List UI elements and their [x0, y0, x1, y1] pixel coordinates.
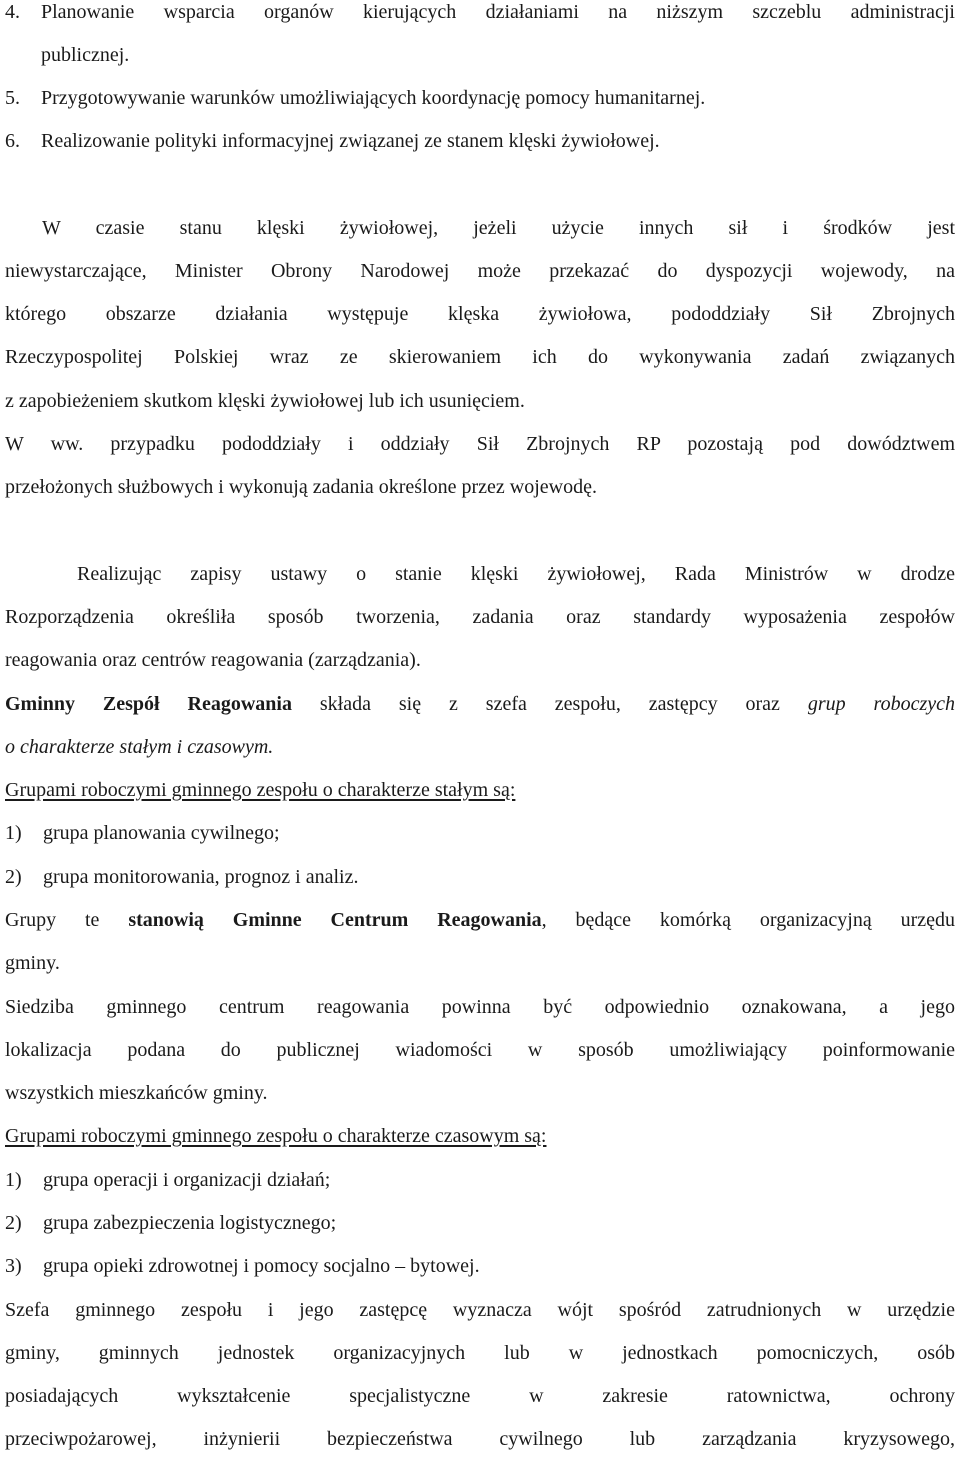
paragraph-line: Szefa gminnego zespołu i jego zastępcę wyznacza wójt spośród zatrudnionych w urzędzie	[5, 1299, 955, 1321]
paragraph-line: o charakterze stałym i czasowym.	[5, 736, 274, 758]
list-text: grupa planowania cywilnego;	[43, 822, 280, 844]
list-number: 2)	[5, 1212, 22, 1234]
paragraph-line: niewystarczające, Minister Obrony Narodowej może przekazać do dyspozycji wojewody, na	[5, 260, 955, 282]
paragraph-line: posiadających wykształcenie specjalistyczne w zakresie ratownictwa, ochrony	[5, 1385, 955, 1407]
section-heading	[5, 1124, 955, 1148]
bold-term: Gminny Zespół Reagowania	[5, 693, 292, 715]
list-item-5	[5, 86, 955, 110]
paragraph-line: W ww. przypadku pododdziały i oddziały Sił Zbrojnych RP pozostają pod dowództwem	[5, 433, 955, 455]
list-item	[5, 1211, 955, 1235]
bold-term: stanowią Gminne Centrum Reagowania	[128, 909, 542, 931]
list-item	[5, 821, 955, 845]
list-text: grupa operacji i organizacji działań;	[43, 1169, 331, 1191]
paragraph-line	[5, 692, 955, 716]
list-item	[5, 1168, 955, 1192]
underlined-heading: Grupami roboczymi gminnego zespołu o charakterze stałym są:	[5, 779, 516, 801]
list-number: 4.	[5, 1, 20, 23]
list-text: grupa opieki zdrowotnej i pomocy socjalno – bytowej.	[43, 1255, 480, 1277]
paragraph-line: gminy, gminnych jednostek organizacyjnych lub w jednostkach pomocniczych, osób	[5, 1342, 955, 1364]
list-item-4	[5, 0, 955, 24]
list-number: 5.	[5, 87, 20, 109]
section-heading	[5, 778, 955, 802]
paragraph-line: przełożonych służbowych i wykonują zadania określone przez wojewodę.	[5, 476, 598, 498]
underlined-heading: Grupami roboczymi gminnego zespołu o charakterze czasowym są:	[5, 1125, 547, 1147]
paragraph-line: Siedziba gminnego centrum reagowania powinna być odpowiednio oznakowana, a jego	[5, 996, 955, 1018]
paragraph-line: lokalizacja podana do publicznej wiadomości w sposób umożliwiający poinformowanie	[5, 1039, 955, 1061]
paragraph-line: przeciwpożarowej, inżynierii bezpieczeństwa cywilnego lub zarządzania kryzysowego,	[5, 1428, 955, 1450]
list-number: 1)	[5, 822, 22, 844]
paragraph-line: reagowania oraz centrów reagowania (zarządzania).	[5, 649, 421, 671]
list-item	[5, 865, 955, 889]
text-span: składa się z szefa zespołu, zastępcy oraz	[291, 693, 808, 715]
list-number: 1)	[5, 1169, 22, 1191]
paragraph-line: gminy.	[5, 952, 60, 974]
list-text: grupa monitorowania, prognoz i analiz.	[43, 866, 359, 888]
text-span: Grupy te	[5, 909, 129, 931]
paragraph-line: Rzeczypospolitej Polskiej wraz ze skierowaniem ich do wykonywania zadań związanych	[5, 346, 955, 368]
text-span: , będące komórką organizacyjną urzędu	[541, 909, 955, 931]
list-text: Planowanie wsparcia organów kierujących działaniami na niższym szczeblu administracji	[41, 1, 955, 23]
list-item-6	[5, 129, 955, 153]
italic-term: grup roboczych	[807, 693, 955, 715]
list-text: Przygotowywanie warunków umożliwiających koordynację pomocy humanitarnej.	[41, 87, 706, 109]
list-number: 2)	[5, 866, 22, 888]
list-text: Realizowanie polityki informacyjnej związanej ze stanem klęski żywiołowej.	[41, 130, 660, 152]
list-number: 3)	[5, 1255, 22, 1277]
list-number: 6.	[5, 130, 20, 152]
paragraph-line: Rozporządzenia określiła sposób tworzenia, zadania oraz standardy wyposażenia zespołów	[5, 606, 955, 628]
list-text: grupa zabezpieczenia logistycznego;	[43, 1212, 337, 1234]
paragraph-line: W czasie stanu klęski żywiołowej, jeżeli użycie innych sił i środków jest	[42, 217, 955, 239]
paragraph-line: z zapobieżeniem skutkom klęski żywiołowej lub ich usunięciem.	[5, 390, 525, 412]
list-item-4-continuation: publicznej.	[41, 44, 130, 66]
paragraph-line: którego obszarze działania występuje klęska żywiołowa, pododdziały Sił Zbrojnych	[5, 303, 955, 325]
list-item	[5, 1254, 955, 1278]
paragraph-line: wszystkich mieszkańców gminy.	[5, 1082, 268, 1104]
paragraph-line	[5, 908, 955, 932]
paragraph-line: Realizując zapisy ustawy o stanie klęski żywiołowej, Rada Ministrów w drodze	[77, 563, 955, 585]
